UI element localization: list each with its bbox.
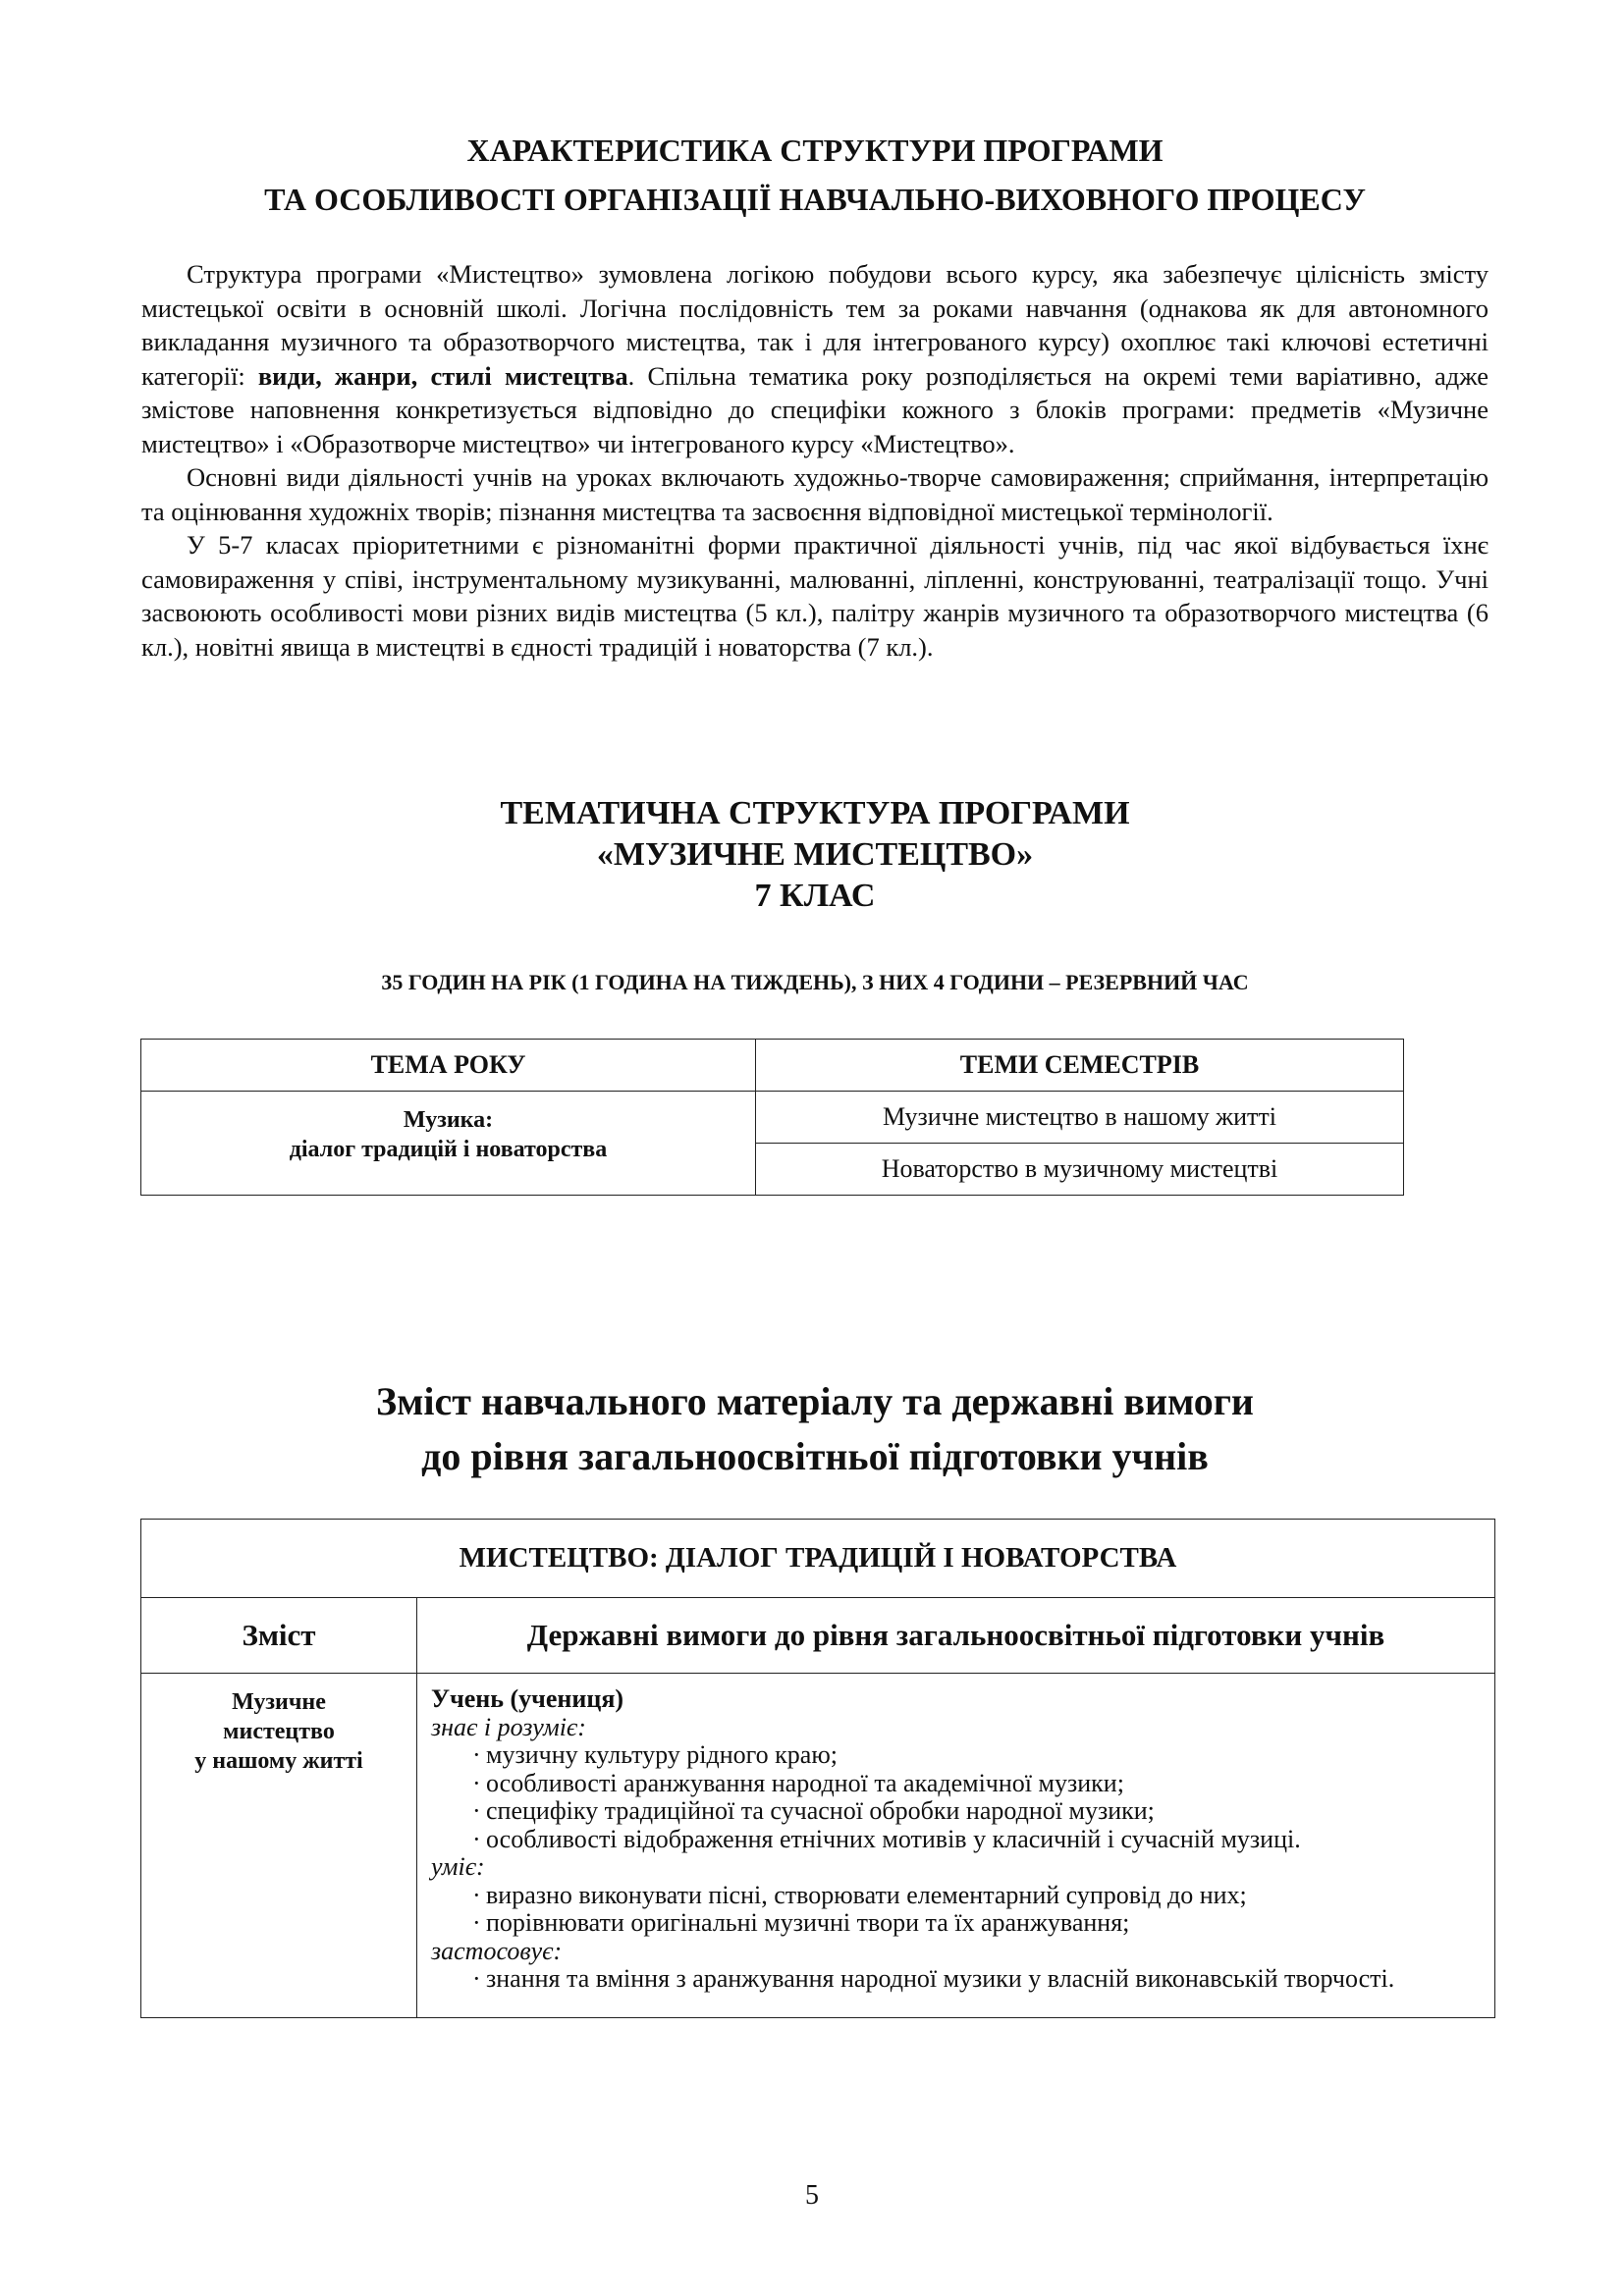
heading-line: Зміст навчального матеріалу та державні вимоги [376, 1379, 1254, 1423]
semester-theme: Новаторство в музичному мистецтві [756, 1144, 1404, 1196]
heading-line: до рівня загальноосвітньої підготовки учнів [421, 1434, 1209, 1478]
list-item: · особливості аранжування народної та академічної музики; [472, 1768, 1124, 1797]
content-table [140, 1519, 1495, 2018]
learner-label: Учень (учениця) [431, 1684, 624, 1713]
list-item: · знання та вміння з аранжування народної музики у власній виконавській творчості. [472, 1964, 1395, 1993]
semester-theme: Музичне мистецтво в нашому житті [756, 1092, 1404, 1144]
can-list [431, 1882, 1479, 1938]
year-theme-cell: Музика: діалог традицій і новаторства [141, 1092, 756, 1196]
section-heading-content [137, 1374, 1492, 1484]
list-item: · порівнювати оригінальні музичні твори та їх аранжування; [472, 1908, 1130, 1937]
list-item: · специфіку традиційної та сучасної обробки народної музики; [472, 1796, 1155, 1825]
column-header: Зміст [141, 1598, 417, 1674]
heading-line: «МУЗИЧНЕ МИСТЕЦТВО» [596, 836, 1034, 873]
list-item: · особливості відображення етнічних мотивів у класичній і сучасній музиці. [472, 1824, 1301, 1853]
section-heading-structure [137, 126, 1492, 224]
hours-note: 35 ГОДИН НА РІК (1 ГОДИНА НА ТИЖДЕНЬ), З НИХ 4 ГОДИНИ – РЕЗЕРВНИЙ ЧАС [381, 970, 1249, 994]
list-item: · виразно виконувати пісні, створювати елементарний супровід до них; [472, 1880, 1247, 1909]
theme-table [140, 1039, 1404, 1196]
page-number: 5 [805, 2180, 819, 2211]
column-header: ТЕМА РОКУ [141, 1040, 756, 1092]
heading-line: ТА ОСОБЛИВОСТІ ОРГАНІЗАЦІЇ НАВЧАЛЬНО-ВИХОВНОГО ПРОЦЕСУ [264, 182, 1366, 217]
section-heading-thematic [137, 793, 1492, 917]
knows-list [431, 1741, 1479, 1853]
heading-line: ТЕМАТИЧНА СТРУКТУРА ПРОГРАМИ [500, 795, 1130, 831]
applies-list [431, 1965, 1479, 1994]
heading-line: 7 КЛАС [754, 878, 876, 914]
column-header: ТЕМИ СЕМЕСТРІВ [756, 1040, 1404, 1092]
category-label: застосовує: [431, 1936, 563, 1965]
intro-text [141, 257, 1489, 664]
table-title: МИСТЕЦТВО: ДІАЛОГ ТРАДИЦІЙ І НОВАТОРСТВА [141, 1520, 1495, 1598]
topic-cell: Музичне мистецтво у нашому житті [141, 1674, 417, 2018]
category-label: уміє: [431, 1852, 485, 1881]
paragraph: Структура програми «Мистецтво» зумовлена логікою побудови всього курсу, яка забезпечує цілісність змісту мистецької освіти в основній школі. Логічна послідовність тем за роками навчання (однакова як для автономного викладання музичного та образотворчого мистецтва, так і для інтегрованого курсу) охоплює такі ключові естетичні категорії: види, жанри, стилі мистецтва. Спільна тематика року розподіляється на окремі теми варіативно, адже змістове наповнення конкретизується відповідно до специфіки кожного з блоків програми: предметів «Музичне мистецтво» і «Образотворче мистецтво» чи інтегрованого курсу «Мистецтво». [141, 259, 1489, 458]
list-item: · музичну культуру рідного краю; [472, 1740, 838, 1769]
paragraph: У 5-7 класах пріоритетними є різноманітні форми практичної діяльності учнів, під час якої відбувається їхнє самовираження у співі, інструментальному музикуванні, малюванні, ліпленні, конструюванні, театралізації тощо. Учні засвоюють особливості мови різних видів мистецтва (5 кл.), палітру жанрів музичного та образотворчого мистецтва (6 кл.), новітні явища в мистецтві в єдності традицій і новаторства (7 кл.). [141, 530, 1489, 662]
column-header: Державні вимоги до рівня загальноосвітньої підготовки учнів [417, 1598, 1495, 1674]
category-label: знає і розуміє: [431, 1712, 586, 1741]
key-categories: види, жанри, стилі мистецтва [257, 360, 628, 391]
requirements-cell [417, 1674, 1495, 2018]
paragraph: Основні види діяльності учнів на уроках включають художньо-творче самовираження; сприймання, інтерпретацію та оцінювання художніх творів; пізнання мистецтва та засвоєння відповідної мистецької термінології. [141, 462, 1489, 526]
heading-line: ХАРАКТЕРИСТИКА СТРУКТУРИ ПРОГРАМИ [466, 133, 1164, 168]
